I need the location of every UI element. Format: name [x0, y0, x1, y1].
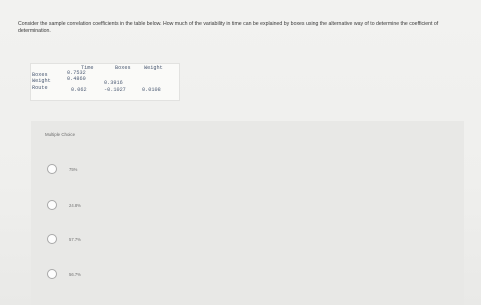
answer-option-1[interactable] — [47, 164, 427, 176]
option-label: 57.7% — [69, 237, 81, 242]
column-header: Time — [81, 65, 94, 71]
radio-button[interactable] — [47, 200, 57, 210]
table-cell: 0.3916 — [104, 80, 123, 86]
table-cell: 0.062 — [71, 87, 87, 93]
table-cell: 0.0108 — [142, 87, 161, 93]
column-header: Weight — [144, 65, 163, 71]
question-text: Consider the sample correlation coefficients in the table below. How much of the variability in time can be explained by boxes using the alternative way of to determine the coefficient of determination. — [18, 21, 439, 34]
answer-option-3[interactable] — [47, 234, 427, 246]
table-cell: 0.4860 — [67, 76, 86, 82]
radio-button[interactable] — [47, 234, 57, 244]
answer-option-4[interactable] — [47, 269, 427, 281]
row-label: Weight — [32, 78, 51, 84]
option-label: 56.7% — [69, 272, 81, 277]
table-cell: -0.1027 — [104, 87, 126, 93]
radio-button[interactable] — [47, 269, 57, 279]
option-label: 24.8% — [69, 203, 81, 208]
option-label: 75% — [69, 167, 78, 172]
row-label: Route — [32, 85, 48, 91]
column-header: Boxes — [115, 65, 131, 71]
question-type-label: Multiple Choice — [45, 132, 76, 137]
row-label: Boxes — [32, 72, 48, 78]
table-cell: 0.7532 — [67, 70, 86, 76]
answer-option-2[interactable] — [47, 200, 427, 212]
correlation-table — [30, 63, 180, 101]
radio-button[interactable] — [47, 164, 57, 174]
